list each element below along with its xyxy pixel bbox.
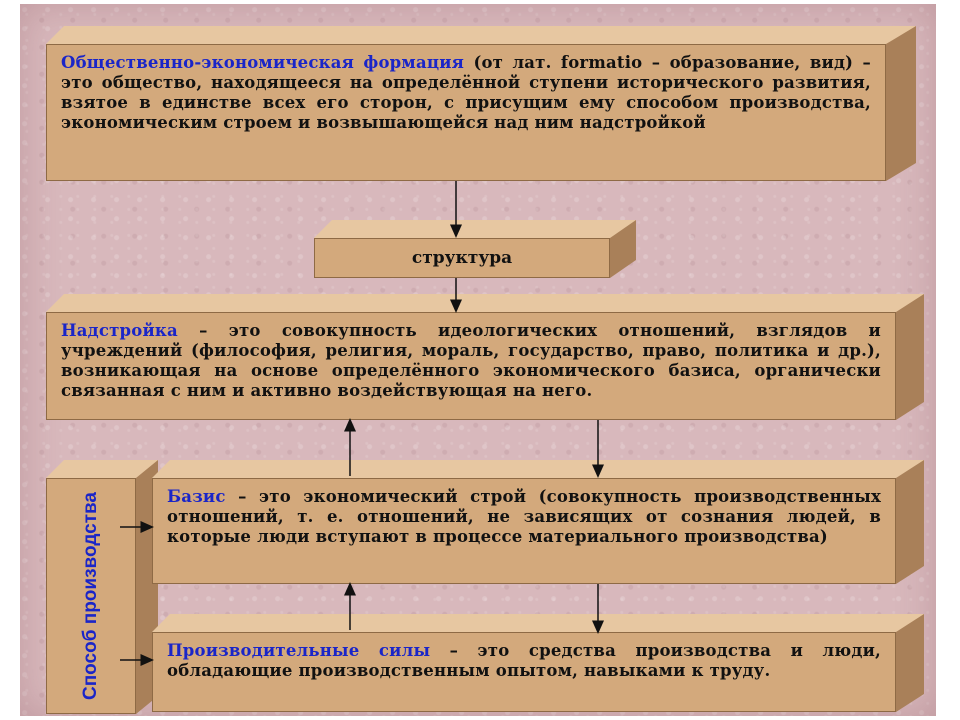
formation-term: Общественно-экономическая формация (61, 53, 465, 72)
structure-label: структура (314, 238, 610, 278)
connector-arrows (20, 4, 936, 716)
formation-definition: (от лат. formatio – образование, вид) – это общество, находящееся на определённой ступени исторического развития, взятое в единстве всех его сторон, с присущим ему способом производства, экономическим строем и возвышающейся над ним надстройкой (61, 53, 871, 132)
mode-of-production-label: Способ производства (80, 491, 101, 701)
slide-background (20, 4, 936, 716)
productive-forces-term: Производительные силы (167, 641, 431, 660)
basis-definition: – это экономический строй (совокупность производственных отношений, т. е. отношений, не зависящих от сознания людей, в которые люди вступают в процессе материального производства) (167, 487, 881, 546)
basis-term: Базис (167, 487, 226, 506)
superstructure-definition: – это совокупность идеологических отношений, взглядов и учреждений (философия, религия, мораль, государство, право, политика и др.), возникающая на основе определённого экономического базиса, органически связанная с ним и активно воздействующая на него. (61, 321, 881, 400)
superstructure-term: Надстройка (61, 321, 178, 340)
productive-forces-definition: – это средства производства и люди, обладающие производственным опытом, навыками к труду. (167, 641, 882, 680)
